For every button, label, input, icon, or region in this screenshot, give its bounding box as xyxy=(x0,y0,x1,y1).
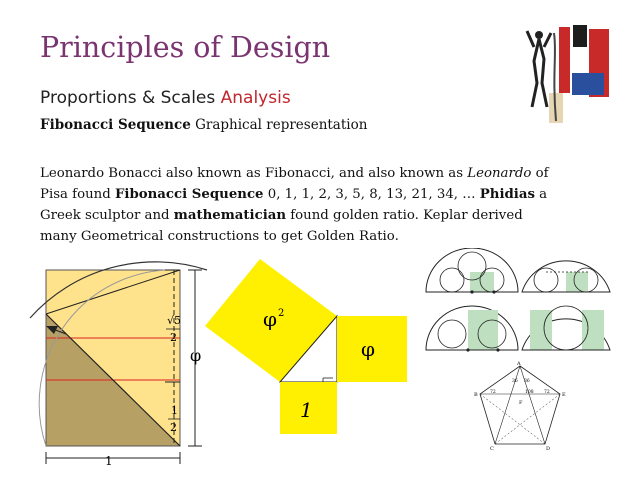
para-text: 0, 1, 1, 2, 3, 5, 8, 13, 21, 34, … xyxy=(263,187,480,202)
pentagon-label-f: F xyxy=(519,400,523,406)
label-half-num: 1 xyxy=(171,404,178,417)
para-text: of xyxy=(531,166,549,181)
page-title: Principles of Design xyxy=(40,31,331,64)
para-text: Leonardo Bonacci also known as Fibonacci, and also known as xyxy=(40,166,468,181)
para-bold: Phidias xyxy=(479,187,535,202)
para-line-1 xyxy=(40,163,600,184)
para-text: a xyxy=(534,187,548,202)
subtitle xyxy=(40,88,291,108)
label-sqrt5: √5 xyxy=(167,314,182,327)
para-bold: Fibonacci Sequence xyxy=(114,187,264,202)
para-bold: mathematician xyxy=(173,208,287,223)
label-half-den: 2 xyxy=(170,421,177,434)
section-bold: Fibonacci Sequence xyxy=(40,117,191,133)
para-text: Greek sculptor and xyxy=(40,208,174,223)
golden-ratio-construction xyxy=(20,258,220,470)
modulor-image xyxy=(519,23,611,127)
arbelos-1 xyxy=(426,248,518,294)
pentagon-label-c: C xyxy=(490,446,494,452)
section-rest: Graphical representation xyxy=(190,117,368,133)
para-line-4: many Geometrical constructions to get Golden Ratio. xyxy=(40,229,399,244)
pentagon-figure xyxy=(470,360,578,452)
pentagon-label-d: D xyxy=(546,446,551,452)
label-bottom-one: 1 xyxy=(105,454,113,468)
pentagon-angle-108: 108 xyxy=(525,390,534,395)
label-two: 2 xyxy=(170,331,177,344)
body-paragraph xyxy=(40,163,600,247)
para-text: found golden ratio. Keplar derived xyxy=(286,208,523,223)
pentagon-angle-36a: 36 xyxy=(512,379,518,384)
section-heading xyxy=(40,117,367,133)
pentagon-angle-36b: 36 xyxy=(524,379,530,384)
para-line-3 xyxy=(40,205,600,226)
pentagon-angle-72b: 72 xyxy=(544,390,550,395)
label-phi-sq: φ xyxy=(263,307,278,331)
pentagon-angle-72a: 72 xyxy=(490,390,496,395)
arbelos-figures xyxy=(422,248,614,356)
arbelos-2 xyxy=(522,261,610,292)
pentagon-label-b: B xyxy=(474,392,478,398)
label-phi: φ xyxy=(190,346,202,365)
arbelos-3 xyxy=(426,306,518,352)
para-line-2 xyxy=(40,184,600,205)
subtitle-accent: Analysis xyxy=(220,88,291,108)
label-one-box: 1 xyxy=(300,398,313,422)
pentagon-label-e: E xyxy=(562,392,566,398)
phi-squared-figure xyxy=(205,254,410,436)
label-sq-exp: 2 xyxy=(278,308,285,319)
arbelos-4 xyxy=(522,306,610,350)
para-italic: Leonardo xyxy=(467,166,532,181)
pentagon-label-a: A xyxy=(517,361,521,367)
label-phi-box: φ xyxy=(361,337,376,361)
para-text: Pisa found xyxy=(40,187,115,202)
subtitle-main: Proportions & Scales xyxy=(40,88,216,108)
